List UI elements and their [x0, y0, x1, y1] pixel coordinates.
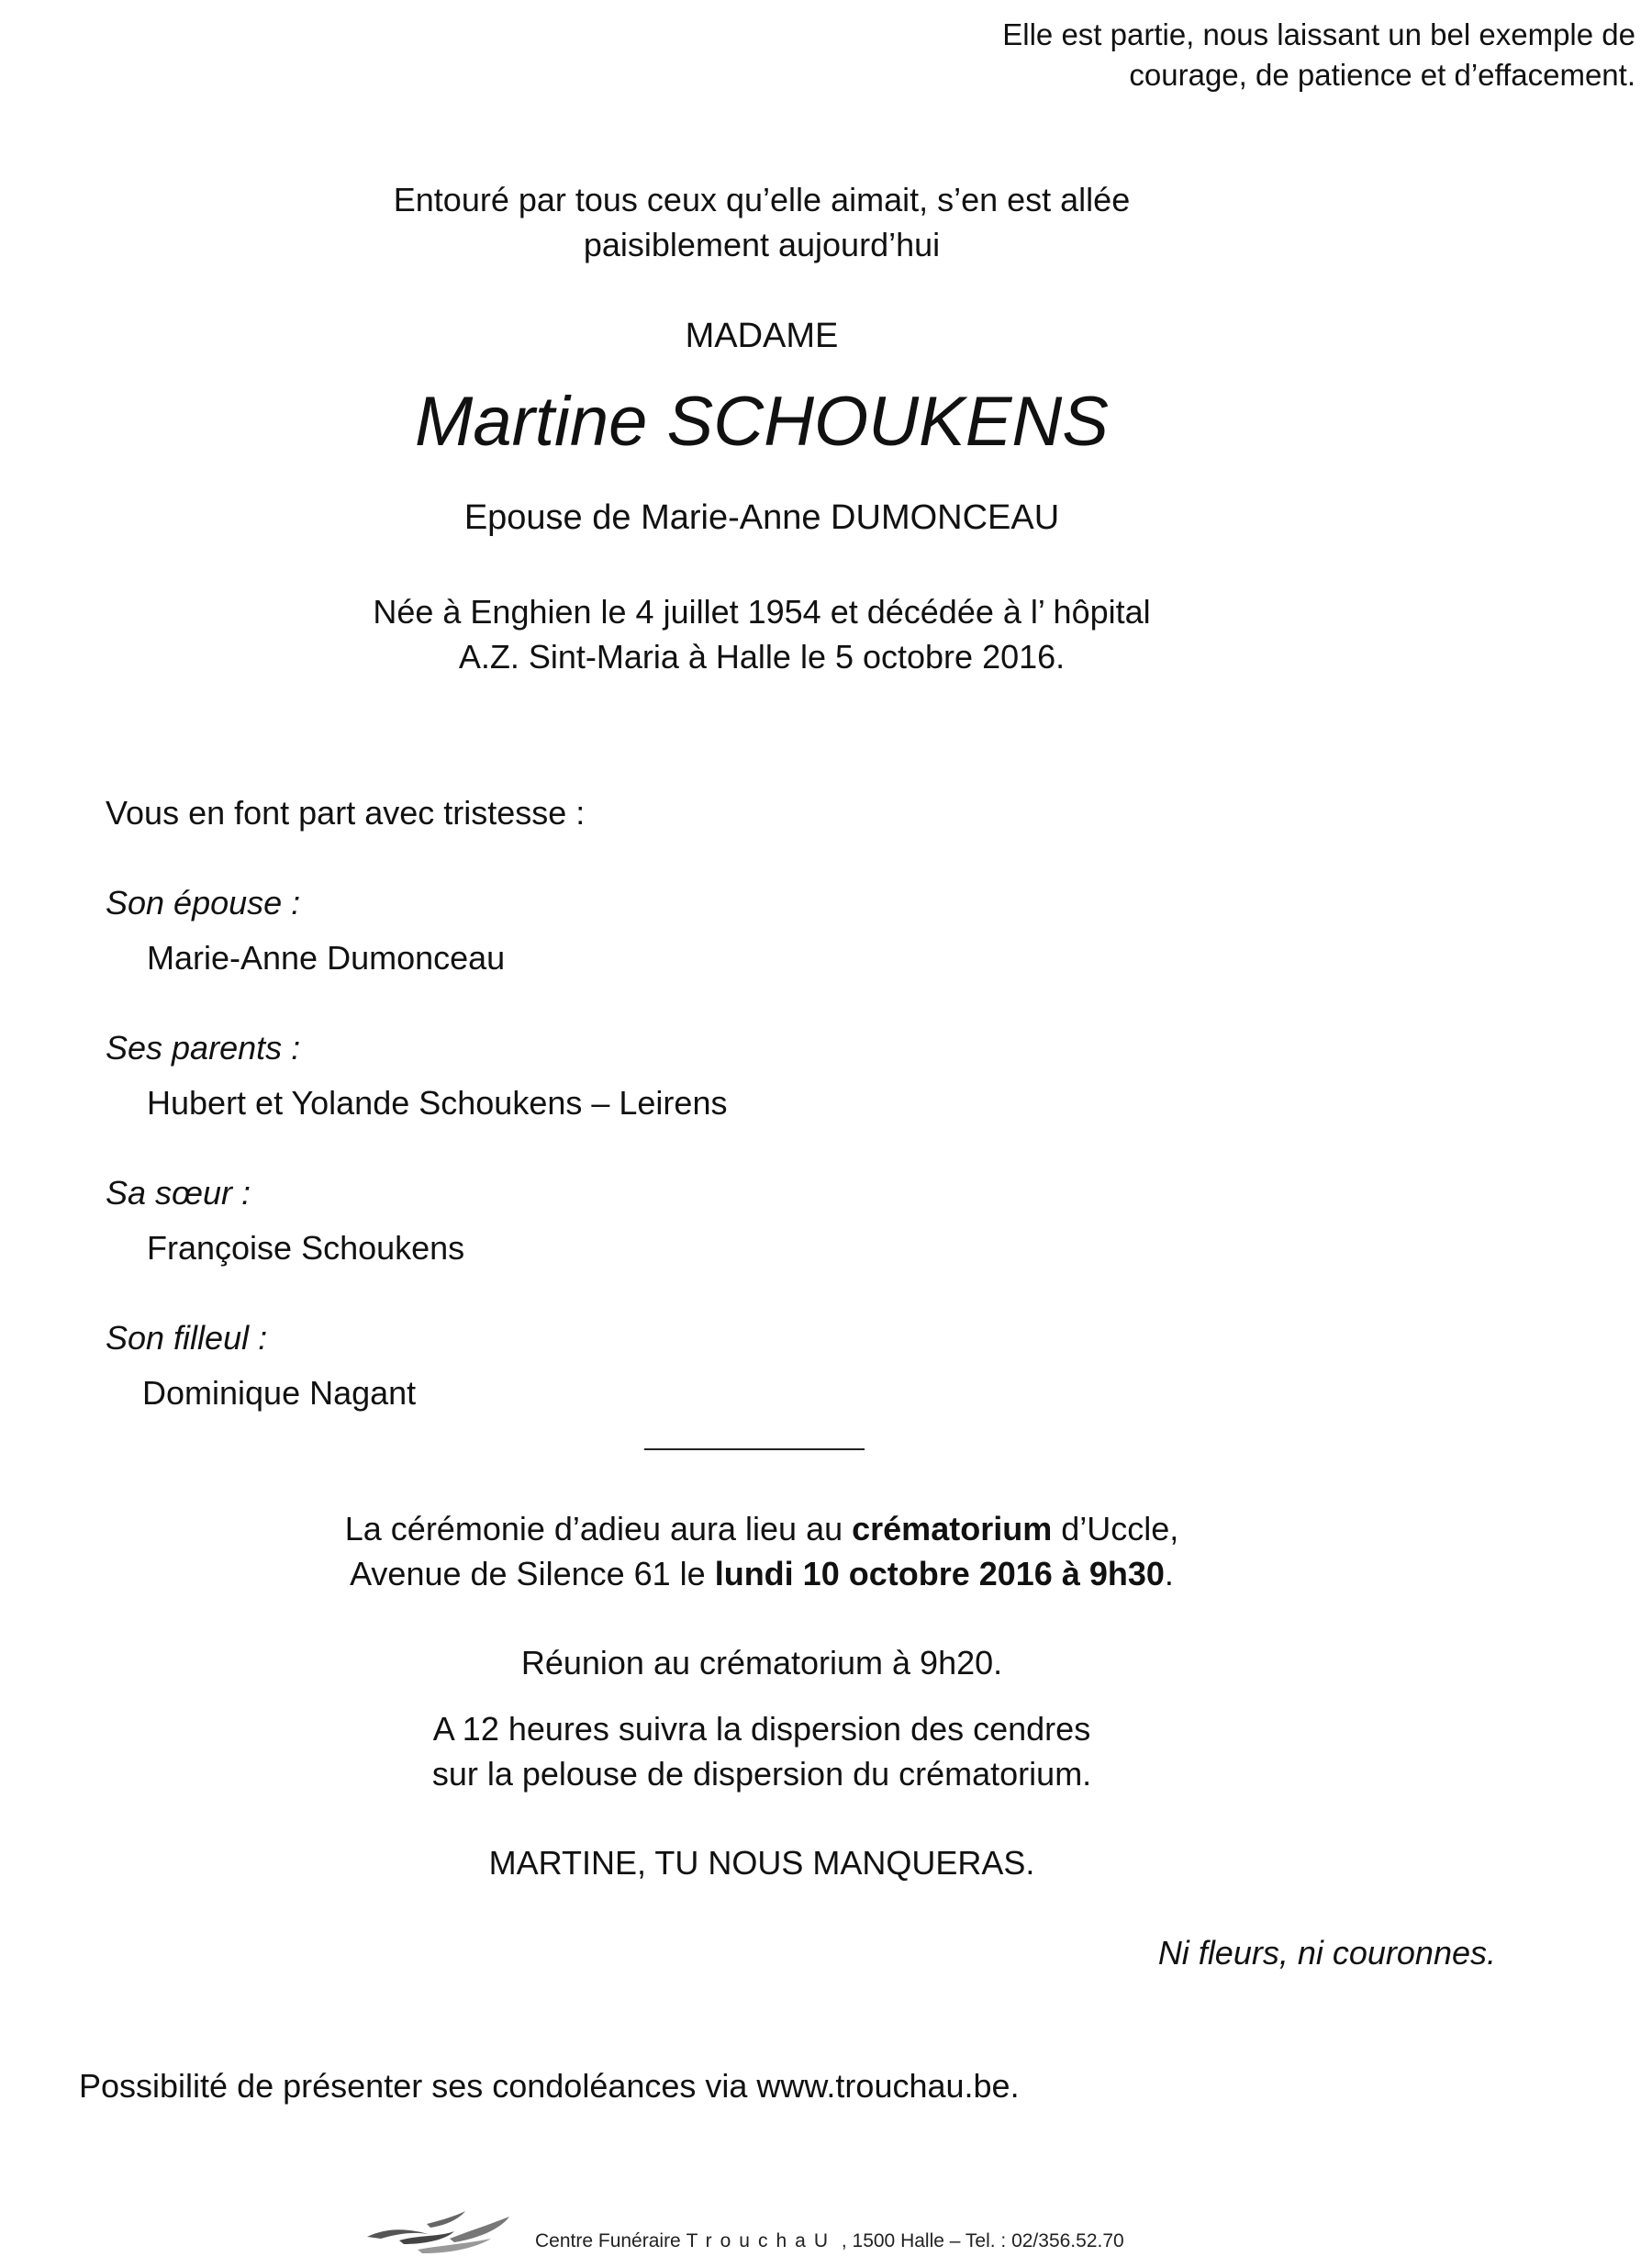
- family-person-sister: Françoise Schoukens: [147, 1229, 465, 1267]
- condolences-text: Possibilité de présenter ses condoléances via www.trouchau.be.: [79, 2067, 1020, 2105]
- no-flowers-text: Ni fleurs, ni couronnes.: [1157, 1934, 1496, 1972]
- family-person-godson: Dominique Nagant: [142, 1374, 417, 1412]
- ceremony-text-2a: Avenue de Silence 61 le: [350, 1555, 715, 1592]
- quote-line-2: courage, de patience et d’effacement.: [1129, 58, 1635, 92]
- meeting-text: Réunion au crématorium à 9h20.: [520, 1644, 1003, 1681]
- birth-death-line-2: A.Z. Sint-Maria à Halle le 5 octobre 2016.: [458, 638, 1066, 676]
- ceremony-text-1b: crématorium: [852, 1510, 1053, 1547]
- ceremony-text-1a: La cérémonie d’adieu aura lieu au: [344, 1510, 853, 1547]
- family-label-spouse: Son épouse :: [106, 884, 301, 922]
- announcement-line-2: paisiblement aujourd’hui: [583, 226, 941, 263]
- family-label-parents: Ses parents :: [106, 1029, 301, 1067]
- footer-suffix: , 1500 Halle – Tel. : 02/356.52.70: [836, 2230, 1124, 2251]
- intro-text: Vous en font part avec tristesse :: [106, 794, 586, 832]
- family-person-spouse: Marie-Anne Dumonceau: [147, 939, 506, 977]
- footer-prefix: Centre Funéraire: [535, 2230, 686, 2251]
- footer-text: [535, 2229, 1124, 2254]
- ceremony-line-2: [0, 1552, 1524, 1596]
- farewell-text: MARTINE, TU NOUS MANQUERAS.: [488, 1844, 1035, 1882]
- dispersion-line-1: A 12 heures suivra la dispersion des cendres: [432, 1710, 1091, 1748]
- family-person-parents: Hubert et Yolande Schoukens – Leirens: [147, 1084, 728, 1122]
- ceremony-text-1c: d’Uccle,: [1052, 1510, 1179, 1547]
- family-label-sister: Sa sœur :: [106, 1174, 251, 1212]
- title-madame: MADAME: [685, 317, 839, 355]
- deceased-name: Martine SCHOUKENS: [415, 383, 1109, 461]
- birds-logo-icon: [363, 2198, 519, 2262]
- section-divider: [644, 1448, 865, 1450]
- dispersion-line-2: sur la pelouse de dispersion du crématorium.: [431, 1755, 1092, 1793]
- spouse-line: Epouse de Marie-Anne DUMONCEAU: [463, 498, 1060, 537]
- announcement-line-1: Entouré par tous ceux qu’elle aimait, s’en est allée: [393, 181, 1131, 218]
- ceremony-text-2c: .: [1164, 1555, 1174, 1592]
- ceremony-line-1: [0, 1507, 1524, 1551]
- birth-death-line-1: Née à Enghien le 4 juillet 1954 et décédée à l’ hôpital: [373, 593, 1151, 631]
- quote-line-1: Elle est partie, nous laissant un bel exemple de: [1002, 17, 1635, 51]
- family-label-godson: Son filleul :: [106, 1319, 268, 1357]
- ceremony-text-2b: lundi 10 octobre 2016 à 9h30: [714, 1555, 1165, 1592]
- footer-brand: TrouchaU: [686, 2230, 837, 2251]
